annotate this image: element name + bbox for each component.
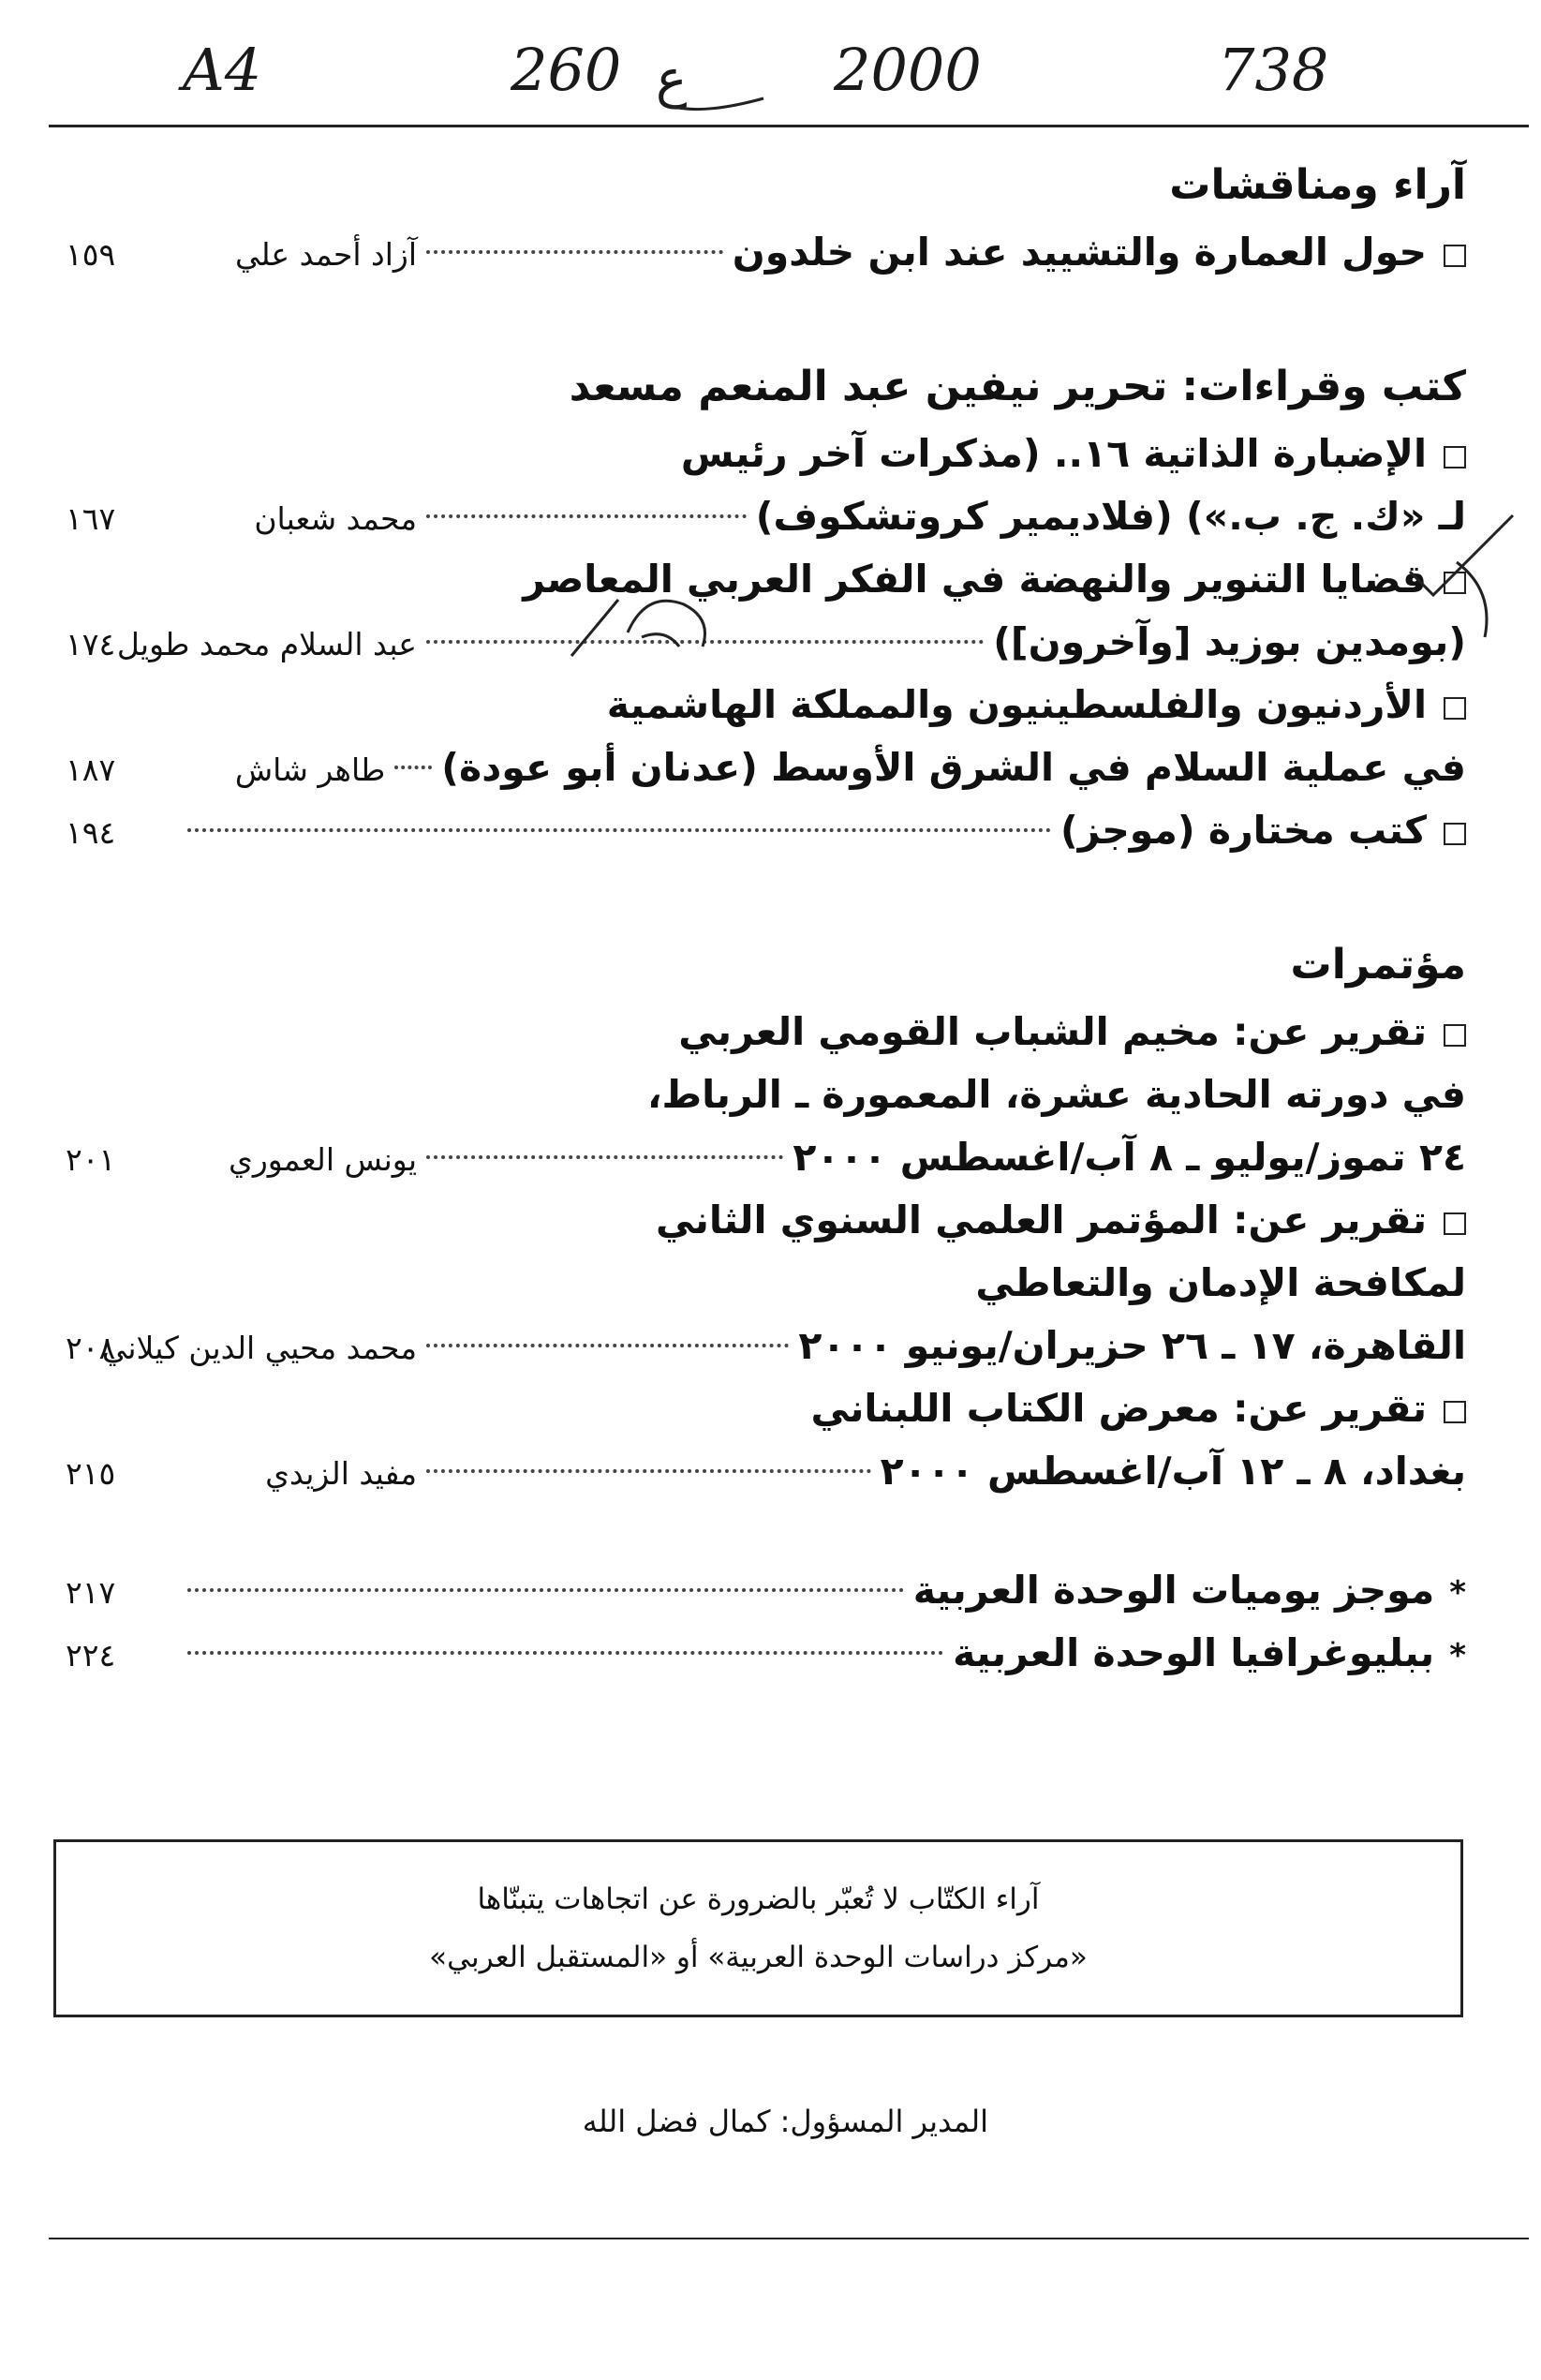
checkbox-square-icon [1444, 697, 1466, 720]
asterisk-bullet-icon: * [1449, 1574, 1466, 1612]
toc-entry-line: تقرير عن: معرض الكتاب اللبناني [66, 1377, 1466, 1440]
toc-entry: كتب مختارة (موجز) ١٩٤ [66, 799, 1466, 862]
entry-author: يونس العموري [228, 1141, 417, 1178]
page-number: ٢٢٤ [66, 1637, 116, 1673]
toc-entry-line: قضايا التنوير والنهضة في الفكر العربي المعاصر [66, 548, 1466, 611]
checkbox-square-icon [1444, 1401, 1466, 1423]
toc-entry-line: في عملية السلام في الشرق الأوسط (عدنان أبو عودة) طاهر شاش ١٨٧ [66, 736, 1466, 799]
handwritten-underline-stroke [665, 89, 768, 117]
toc-entry-line: الأردنيون والفلسطينيون والمملكة الهاشمية [66, 674, 1466, 736]
entry-author: عبد السلام محمد طويل [116, 626, 417, 662]
leader-dots [187, 1651, 943, 1655]
handwritten-check-mark [1400, 506, 1532, 647]
toc-entry-line: تقرير عن: المؤتمر العلمي السنوي الثاني [66, 1189, 1466, 1252]
toc-entry-line: بغداد، ٨ ـ ١٢ آب/اغسطس ٢٠٠٠ مفيد الزيدي ٢١٥ [66, 1440, 1466, 1503]
leader-dots [426, 514, 747, 518]
appendix-entry: *ببليوغرافيا الوحدة العربية ٢٢٤ [66, 1622, 1466, 1685]
toc-entry-line: لـ «ك. ج. ب.») (فلاديمير كروتشكوف) محمد شعبان ١٦٧ [66, 485, 1466, 548]
page-number: ٢١٥ [66, 1455, 116, 1492]
entry-author: آزاد أحمد علي [234, 236, 417, 273]
handwritten-scribble-mark [562, 581, 749, 665]
disclaimer-box [53, 1839, 1463, 2017]
toc-entry-line: الإضبارة الذاتية ١٦.. (مذكرات آخر رئيس [66, 423, 1466, 485]
page-number: ٢١٧ [66, 1574, 116, 1611]
leader-dots [187, 828, 1051, 832]
page-number: ١٦٧ [66, 500, 116, 537]
toc-entry: حول العمارة والتشييد عند ابن خلدون آزاد أحمد علي ١٥٩ [66, 221, 1466, 284]
section-title-books: كتب وقراءات: تحرير نيفين عبد المنعم مسعد [569, 363, 1466, 410]
toc-entry-line: تقرير عن: مخيم الشباب القومي العربي [66, 1001, 1466, 1064]
entry-author: طاهر شاش [234, 751, 386, 788]
checkbox-square-icon [1444, 823, 1466, 845]
handwritten-mark-738: 738 [1218, 36, 1329, 104]
checkbox-square-icon [1444, 245, 1466, 267]
leader-dots [426, 1469, 871, 1473]
disclaimer-line-2: «مركز دراسات الوحدة العربية» أو «المستقبل العربي» [429, 1941, 1088, 1974]
checkbox-square-icon [1444, 1024, 1466, 1047]
section-title-conferences: مؤتمرات [1290, 941, 1466, 989]
page-number: ١٧٤ [66, 626, 116, 662]
handwritten-mark-a4: A4 [183, 36, 262, 104]
bottom-rule [49, 2238, 1529, 2239]
handwritten-mark-260: 260 [511, 36, 622, 104]
page-number: ٢٠٨ [66, 1330, 116, 1366]
leader-dots [187, 1588, 904, 1592]
page-number: ١٩٤ [66, 814, 116, 851]
handwritten-mark-ain: ع [656, 49, 688, 110]
leader-dots [426, 250, 723, 254]
toc-entry-line: (بومدين بوزيد [وآخرون]) عبد السلام محمد طويل ١٧٤ [66, 611, 1466, 674]
handwritten-mark-2000: 2000 [834, 36, 982, 104]
managing-editor-line: المدير المسؤول: كمال فضل الله [582, 2104, 988, 2139]
toc-entry-line: لمكافحة الإدمان والتعاطي [975, 1260, 1466, 1305]
appendix-entry: *موجز يوميات الوحدة العربية ٢١٧ [66, 1559, 1466, 1622]
disclaimer-line-1: آراء الكتّاب لا تُعبّر بالضرورة عن اتجاهات يتبنّاها [477, 1882, 1040, 1916]
leader-dots [394, 766, 432, 769]
leader-dots [426, 1344, 789, 1347]
toc-entry-line: في دورته الحادية عشرة، المعمورة ـ الرباط، [646, 1072, 1466, 1117]
toc-entry-line: القاهرة، ١٧ ـ ٢٦ حزيران/يونيو ٢٠٠٠ محمد محيي الدين كيلاني ٢٠٨ [66, 1315, 1466, 1377]
page-number: ١٥٩ [66, 236, 116, 273]
page-number: ٢٠١ [66, 1141, 116, 1178]
page-number: ١٨٧ [66, 751, 116, 788]
table-of-contents [66, 150, 1466, 1685]
leader-dots [426, 1155, 783, 1159]
entry-author: محمد محيي الدين كيلاني [101, 1330, 417, 1366]
section-title-opinions: آراء ومناقشات [1169, 161, 1466, 209]
checkbox-square-icon [1444, 446, 1466, 469]
toc-entry-line: ٢٤ تموز/يوليو ـ ٨ آب/اغسطس ٢٠٠٠ يونس العموري ٢٠١ [66, 1126, 1466, 1189]
entry-author: محمد شعبان [254, 500, 417, 537]
top-rule [49, 125, 1529, 127]
entry-author: مفيد الزيدي [265, 1455, 417, 1492]
asterisk-bullet-icon: * [1449, 1637, 1466, 1674]
checkbox-square-icon [1444, 1212, 1466, 1235]
